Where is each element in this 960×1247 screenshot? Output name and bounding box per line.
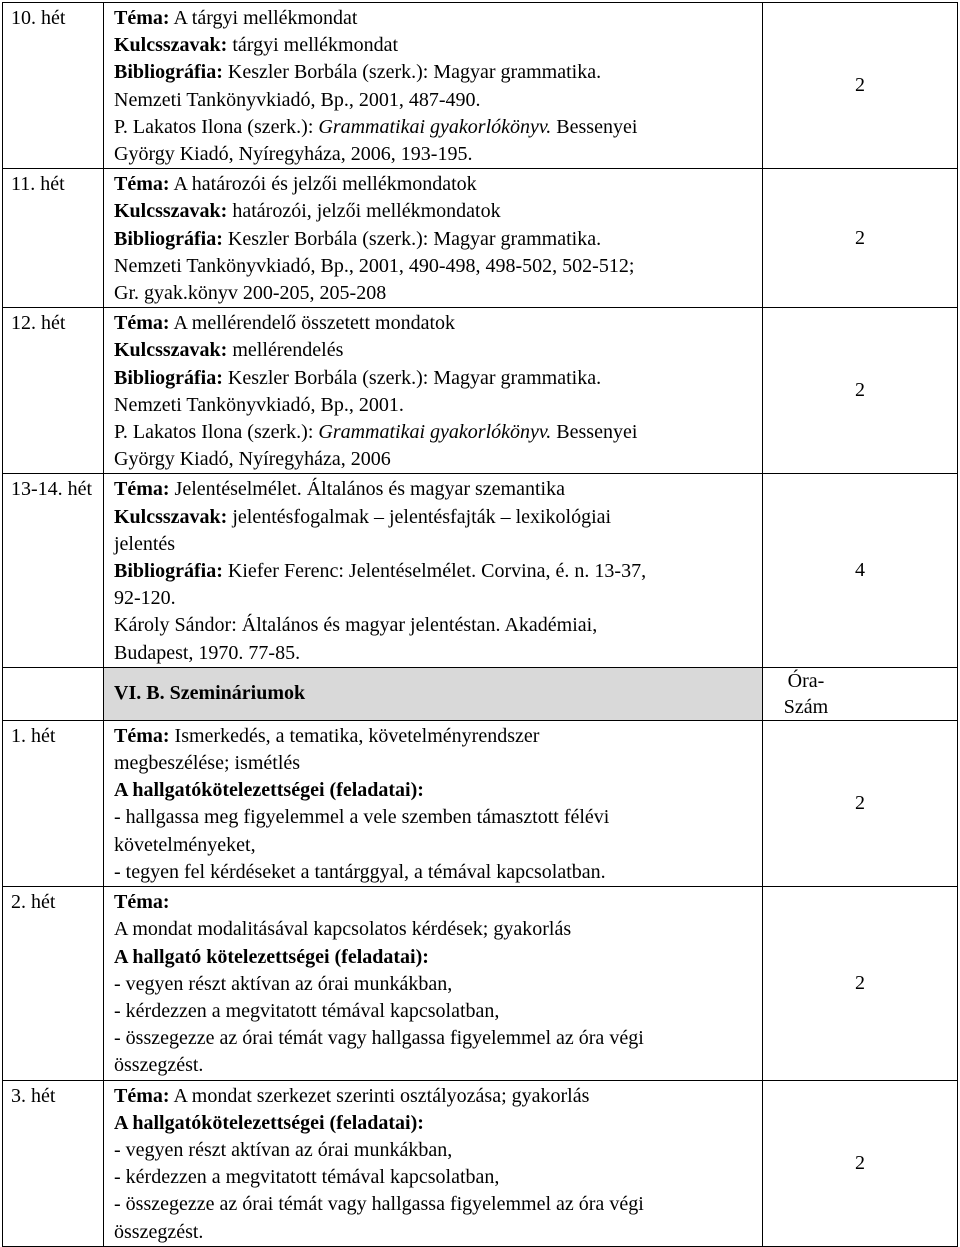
hours-value: 2 — [855, 226, 865, 249]
content-line — [114, 1025, 756, 1052]
field-text: - összegezze az órai témát vagy hallgassa figyelemmel az óra végi — [114, 1193, 644, 1216]
week-row — [3, 1080, 958, 1246]
topic-cell — [104, 169, 763, 308]
hours-value: 4 — [855, 559, 865, 582]
field-text: A tárgyi mellékmondat — [169, 7, 358, 29]
field-label: Téma: — [114, 7, 170, 29]
field-text: A mondat modalitásával kapcsolatos kérdések; gyakorlás — [114, 918, 572, 941]
field-text: jelentés — [114, 532, 176, 555]
field-text: - kérdezzen a megvitatott témával kapcsolatban, — [114, 1166, 500, 1189]
field-label: Bibliográfia: — [114, 366, 223, 389]
field-label: Kulcsszavak: — [114, 339, 228, 362]
field-label: Téma: — [114, 312, 170, 335]
content-line — [114, 723, 756, 750]
field-text: György Kiadó, Nyíregyháza, 2006, 193-195. — [114, 143, 473, 166]
content-line — [114, 419, 756, 446]
topic-cell — [104, 3, 763, 169]
content-line — [114, 585, 756, 612]
content-line — [114, 1052, 756, 1079]
content-line — [114, 558, 756, 585]
field-text: Keszler Borbála (szerk.): Magyar grammatika. — [222, 61, 602, 84]
content-line — [114, 971, 756, 998]
section-header-row — [3, 667, 958, 720]
content-line — [114, 750, 756, 777]
content-line — [114, 504, 756, 531]
content-line — [114, 1219, 756, 1246]
content-line — [114, 1137, 756, 1164]
week-label: 12. hét — [11, 312, 66, 335]
week-row — [3, 474, 958, 667]
field-text: Keszler Borbála (szerk.): Magyar grammatika. — [222, 227, 602, 250]
week-row — [3, 3, 958, 169]
field-text: összegzést. — [114, 1220, 204, 1243]
topic-cell — [104, 308, 763, 474]
field-label: Téma: — [114, 173, 170, 196]
content-line — [114, 476, 756, 503]
content-line — [114, 777, 756, 804]
content-line — [114, 114, 756, 141]
content-line — [114, 446, 756, 473]
field-text: - hallgassa meg figyelemmel a vele szemben támasztott félévi — [114, 806, 610, 829]
content-line — [114, 337, 756, 364]
field-text: Gr. gyak.könyv 200-205, 205-208 — [114, 282, 387, 305]
field-text: határozói, jelzői mellékmondatok — [227, 200, 501, 223]
field-text: Nemzeti Tankönyvkiadó, Bp., 2001, 487-490. — [114, 88, 481, 111]
field-text: Kiefer Ferenc: Jelentéselmélet. Corvina, é. n. 13-37, — [222, 560, 647, 583]
field-label: Kulcsszavak: — [114, 505, 228, 528]
field-label: Téma: — [114, 724, 170, 747]
content-line — [114, 804, 756, 831]
week-row — [3, 887, 958, 1080]
content-line — [114, 392, 756, 419]
field-label: Téma: — [114, 891, 170, 914]
field-text: A mondat szerkezet szerinti osztályozása; gyakorlás — [169, 1084, 590, 1107]
field-text: jelentésfogalmak – jelentésfajták – lexikológiai — [227, 505, 612, 528]
topic-cell — [104, 1080, 763, 1246]
content-line — [114, 253, 756, 280]
content-line — [114, 87, 756, 114]
content-line — [114, 640, 756, 667]
topic-cell — [104, 474, 763, 667]
content-line — [114, 1164, 756, 1191]
content-line — [114, 171, 756, 198]
hours-value: 2 — [855, 379, 865, 402]
content-line — [114, 1083, 756, 1110]
lecture-rows — [3, 3, 958, 668]
week-label: 2. hét — [11, 891, 56, 914]
field-label: Bibliográfia: — [114, 61, 223, 84]
field-text: követelményeket, — [114, 833, 256, 856]
topic-cell — [104, 720, 763, 886]
field-text: Nemzeti Tankönyvkiadó, Bp., 2001. — [114, 393, 404, 416]
content-line — [114, 1191, 756, 1218]
seminar-section — [3, 667, 958, 720]
field-text: P. Lakatos Ilona (szerk.): — [114, 115, 319, 138]
content-line — [114, 59, 756, 86]
field-label: A hallgató kötelezettségei (feladatai): — [114, 945, 429, 968]
week-row — [3, 720, 958, 886]
content-line — [114, 916, 756, 943]
field-label: Téma: — [114, 478, 170, 501]
field-label: Téma: — [114, 1084, 170, 1107]
field-text: P. Lakatos Ilona (szerk.): — [114, 421, 319, 444]
field-label: Kulcsszavak: — [114, 200, 228, 223]
hours-value: 2 — [855, 791, 865, 814]
field-text: összegzést. — [114, 1054, 204, 1077]
content-line — [114, 365, 756, 392]
field-text: Budapest, 1970. 77-85. — [114, 641, 301, 664]
field-text: - vegyen részt aktívan az órai munkákban, — [114, 972, 453, 995]
week-row — [3, 308, 958, 474]
book-title: Grammatikai gyakorlókönyv. — [318, 421, 552, 444]
content-line — [114, 998, 756, 1025]
content-line — [114, 198, 756, 225]
week-row — [3, 169, 958, 308]
field-text: Bessenyei — [551, 421, 638, 444]
week-label: 11. hét — [11, 173, 65, 196]
field-text: A mellérendelő összetett mondatok — [169, 312, 456, 335]
field-text: Bessenyei — [551, 115, 638, 138]
hours-value: 2 — [855, 1151, 865, 1174]
hours-column-header: Óra-Szám — [783, 669, 829, 718]
field-text: A határozói és jelzői mellékmondatok — [169, 173, 477, 196]
content-line — [114, 141, 756, 168]
field-text: - kérdezzen a megvitatott témával kapcsolatban, — [114, 999, 500, 1022]
content-line — [114, 280, 756, 307]
week-label: 13-14. hét — [11, 478, 93, 501]
field-text: tárgyi mellékmondat — [227, 34, 399, 57]
hours-value: 2 — [855, 74, 865, 96]
field-label: Kulcsszavak: — [114, 34, 228, 57]
field-text: György Kiadó, Nyíregyháza, 2006 — [114, 448, 391, 471]
field-text: Ismerkedés, a tematika, követelményrendszer — [169, 724, 540, 747]
week-label: 3. hét — [11, 1084, 56, 1107]
field-text: - tegyen fel kérdéseket a tantárggyal, a témával kapcsolatban. — [114, 860, 606, 883]
field-label: A hallgatókötelezettségei (feladatai): — [114, 779, 424, 802]
field-text: Keszler Borbála (szerk.): Magyar grammatika. — [222, 366, 602, 389]
seminar-rows — [3, 720, 958, 1246]
field-text: 92-120. — [114, 587, 176, 610]
field-text: mellérendelés — [227, 339, 344, 362]
content-line — [114, 310, 756, 337]
content-line — [114, 32, 756, 59]
field-text: Nemzeti Tankönyvkiadó, Bp., 2001, 490-498, 498-502, 502-512; — [114, 254, 635, 277]
content-line — [114, 944, 756, 971]
content-line — [114, 612, 756, 639]
content-line — [114, 832, 756, 859]
field-text: Károly Sándor: Általános és magyar jelentéstan. Akadémiai, — [114, 614, 598, 637]
book-title: Grammatikai gyakorlókönyv. — [318, 115, 552, 138]
content-line — [114, 859, 756, 886]
section-title: VI. B. Szemináriumok — [114, 681, 306, 704]
field-text: Jelentéselmélet. Általános és magyar szemantika — [169, 478, 565, 501]
content-line — [114, 226, 756, 253]
field-text: - vegyen részt aktívan az órai munkákban, — [114, 1138, 453, 1161]
content-line — [114, 889, 756, 916]
week-label: 1. hét — [11, 724, 56, 747]
content-line — [114, 5, 756, 32]
field-text: megbeszélése; ismétlés — [114, 752, 301, 775]
topic-cell — [104, 887, 763, 1080]
field-label: Bibliográfia: — [114, 560, 223, 583]
content-line — [114, 1110, 756, 1137]
field-label: Bibliográfia: — [114, 227, 223, 250]
week-label: 10. hét — [11, 7, 66, 29]
hours-value: 2 — [855, 971, 865, 994]
syllabus-table — [2, 2, 958, 1247]
field-text: - összegezze az órai témát vagy hallgassa figyelemmel az óra végi — [114, 1027, 644, 1050]
field-label: A hallgatókötelezettségei (feladatai): — [114, 1111, 424, 1134]
content-line — [114, 531, 756, 558]
